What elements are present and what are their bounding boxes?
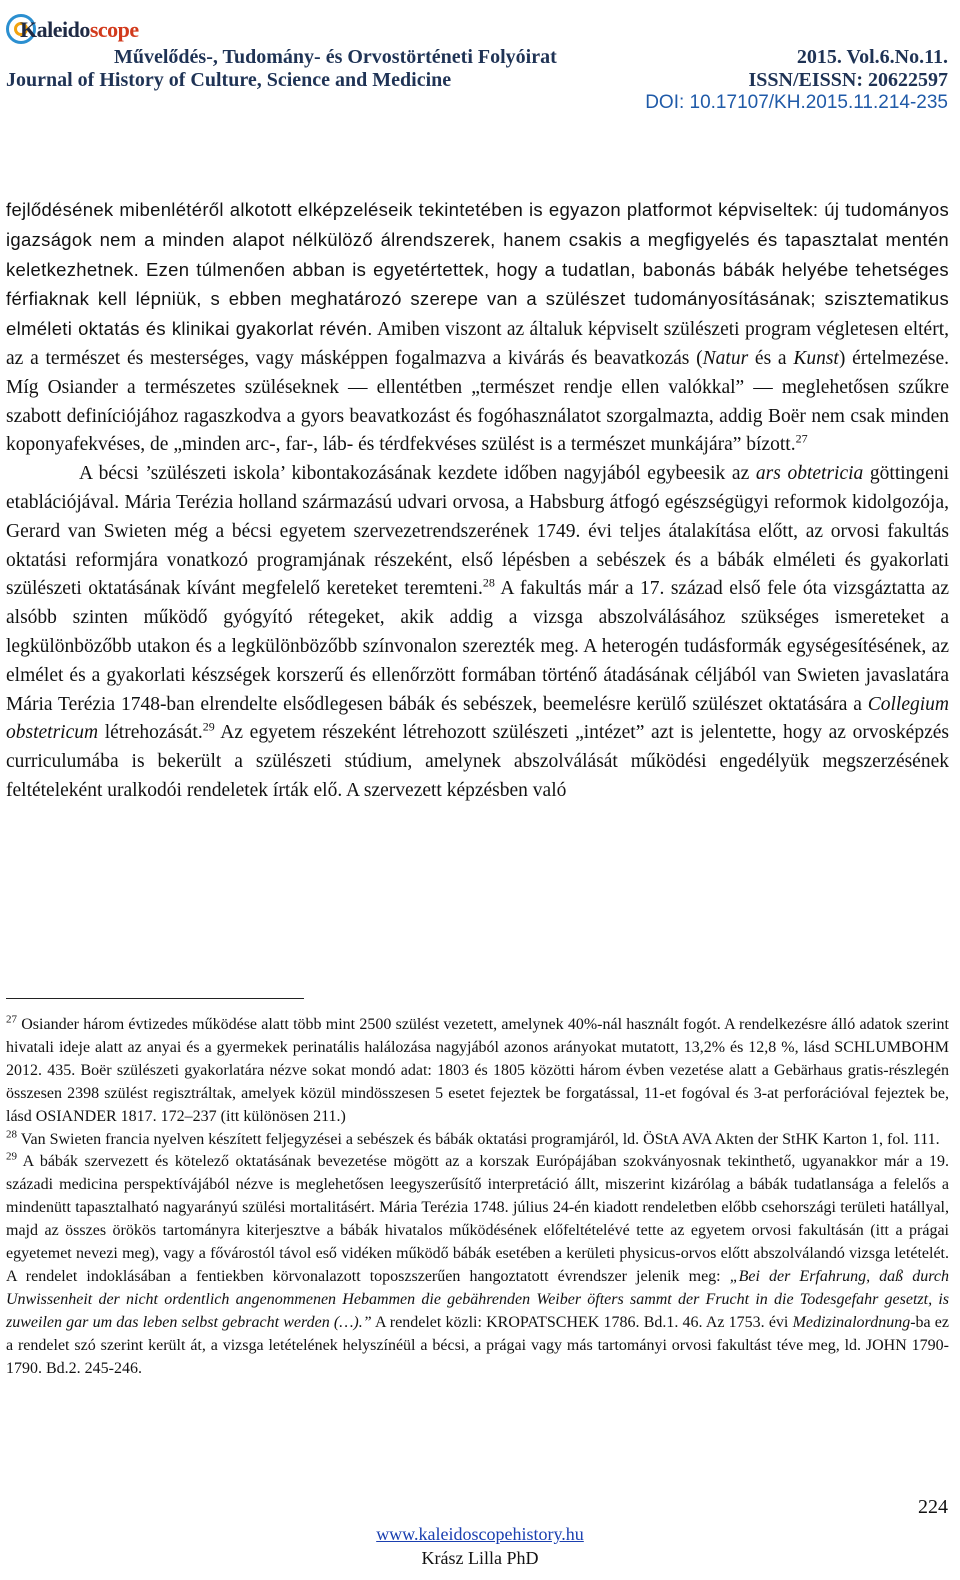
paragraph-2-text-e: Az egyetem részeként létrehozott szülészeti „intézet” azt is jelentette, hogy az orvosképzés curriculumába is bekerült a szülészeti stúdium, amelynek abszolválását működési engedélyük megszerzésének feltételeként uralkodói rendeletek írták elő. A szervezett képzésben való: [6, 722, 949, 801]
footnote-ref-28[interactable]: 28: [482, 575, 495, 590]
footnote-ref-29[interactable]: 29: [202, 719, 215, 734]
footnote-ref-27[interactable]: 27: [795, 431, 808, 446]
paragraph-2-text-c: A fakultás már a 17. század első fele óta vizsgáztatta az alsóbb szinten működő gyógyító rétegeket, akik addig a vizsga abszolválásához szükséges ismereteket a legkülönbözőbb utakon és a legkülönbözőbb színvonalon szerezték meg. A heterogén tudásformák egységesítésének, az elmélet és a gyakorlati készségek korszerű és ellenőrzött formában történő átadásának céljából van Swieten javaslatára Mária Terézia 1748-ban elrendelte elsődlegesen bábák és sebészek, beemelésre kerülő szülészet oktatására a: [6, 578, 949, 715]
paragraph-2: [6, 460, 949, 806]
paragraph-1: [6, 196, 949, 460]
footer-author: Krász Lilla PhD: [421, 1548, 539, 1568]
footnotes: [6, 1014, 949, 1381]
footnote-29-text-a: A bábák szervezett és kötelező oktatásának bevezetése mögött az a korszak Európájában szokványosnak tekinthető, ugyanakkor már a 19. századi medicina perspektívájából nézve is meglehetősen leegyszerűsítő interpretáció állt, miszerint kizárólag a bábák tudatlansága a felelős a mindenütt tapasztalható nagyarányú szülési mortalitásért. Mária Terézia 1748. július 24-én kiadott rendeletben előbb csehországi területi hatállyal, majd az összes örökös tartományra kiterjesztve a bábák hivatalos működésének előfeltételévé tette az egyetem orvosi fakultásán (itt a prágai egyetemet nevezi meg), vagy a fővárostól távol eső vidéken működő bábák esetében a kerületi physicus-orvos előtt abszolválandó vizsga letételét. A rendelet indoklásában a fentiekben körvonalazott toposzszerűen hangoztatott évrendszer jelenik meg:: [6, 1153, 949, 1285]
paragraph-2-text-a: A bécsi ’szülészeti iskola’ kibontakozásának kezdete időben nagyjából egybeesik az: [79, 463, 756, 485]
term-medizinalordnung: Medizinalordnung: [792, 1313, 911, 1331]
issue-info: 2015. Vol.6.No.11.: [796, 46, 948, 68]
journal-logo: [6, 10, 139, 48]
journal-title-english: Journal of History of Culture, Science and Medicine: [6, 69, 452, 91]
term-kunst: Kunst: [793, 347, 839, 369]
footnote-28-number: 28: [6, 1128, 17, 1141]
doi-link[interactable]: DOI: 10.17107/KH.2015.11.214-235: [645, 92, 948, 113]
footnote-27: [6, 1014, 949, 1129]
footnote-28-text: Van Swieten francia nyelven készített feljegyzései a sebészek és bábák oktatási programjáról, ld. ÖStA AVA Akten der StHK Karton 1, fol. 111.: [17, 1130, 940, 1148]
page-number: 224: [918, 1496, 948, 1518]
footnote-27-text: Osiander három évtizedes működése alatt több mint 2500 szülést vezetett, amelynek 40%-nál használt fogót. A rendelkezésre álló adatok szerint hivatali ideje alatt az anyai és a gyermekek perinatális halálozása nagyjából azonos arányokat mutatott, 13,2% és 12,8 %, lásd SCHLUMBOHM 2012. 435. Boër szülészeti gyakorlatára nézve sokat mondó adat: 1803 és 1805 közötti három évben vezetése alatt a Gebärhaus gratis-részlegén összesen 2398 szülést regisztráltak, amelyek közül mindösszesen 5 esetet fejeztek be forgatással, 11-et fogóval és 3-at perforációval fejeztek be, lásd OSIANDER 1817. 172‒237 (itt különösen 211.): [6, 1016, 949, 1125]
logo-text: [20, 17, 139, 43]
logo-text-a: Kaleido: [20, 17, 90, 42]
paragraph-1-text-b: és a: [748, 347, 794, 369]
footnote-28: [6, 1129, 949, 1152]
footnote-29-quote: „Bei der Erfahrung, daß durch Unwissenheit der nicht ordentlich angenommenen Hebammen die gebährenden Weiber öfters sammt der Frucht in die Todesgefahr gesetzt, is zuweilen gar um das leben selbst gebracht werden (…).”: [6, 1267, 950, 1331]
footnote-29-number: 29: [6, 1151, 17, 1164]
paragraph-1-text-c: ) értelmezése. Míg Osiander a természetes szüléseknek — ellentétben „természet rendje ellen valókkal” — meglehetősen szűkre szabott definíciójához ragaszkodva a gyors beavatkozást és fogóhasználatot szorgalmazta, addig Boër nem csak minden koponyafekvéses, de „minden arc-, far-, láb- és térdfekvéses szülést is a természet munkájára” bízott.: [6, 347, 949, 456]
paragraph-2-text-b: göttingeni etablációjával. Mária Terézia holland származású udvari orvosa, a Habsburg átfogó egészségügyi reformok kidolgozója, Gerard van Swieten még a bécsi egyetem szervezetrendszerének 1749. évi teljes átalakítása előtt, az orvosi fakultás oktatási reformjára vonatkozó programjának részeként, első lépésben a sebészek és a bábák elméleti és gyakorlati szülészeti oktatásának kívánt megfelelő kereteket teremteni.: [6, 463, 950, 600]
term-collegium-obstetricum: Collegium obstetricum: [6, 693, 949, 744]
footnote-divider: [6, 998, 304, 999]
term-ars-obtetricia: ars obtetricia: [755, 463, 864, 485]
footnote-29-text-b: A rendelet közli: KROPATSCHEK 1786. Bd.1. 46. Az 1753. évi: [371, 1313, 793, 1331]
issn-info: ISSN/EISSN: 20622597: [748, 69, 948, 91]
journal-title-hungarian: Művelődés-, Tudomány- és Orvostörténeti Folyóirat: [114, 46, 557, 68]
footnote-27-number: 27: [6, 1013, 17, 1026]
term-natur: Natur: [702, 347, 749, 369]
paragraph-1-sans-part: fejlődésének mibenlétéről alkotott elképzeléseik tekintetében is egyazon platformot képviseltek: új tudományos igazságok nem a minden alapot nélkülöző álrendszerek, hanem csakis a megfigyelés és tapasztalat mentén keletkezhetnek. Ezen túlmenően abban is egyetértettek, hogy a tudatlan, babonás bábák helyébe tehetséges férfiaknak kell lépniük, s ebben meghatározó szerepe van a szülészet tudományosításának; szisztematikus elméleti oktatás és klinikai gyakorlat révén.: [6, 199, 949, 340]
footnote-29-text-c: -ba ez a rendelet szó szerint került át, a vizsga letételének helyszínéül a bécsi, a prágai vagy más tartományi orvosi fakultást téve meg, ld. JOHN 1790-1790. Bd.2. 245-246.: [6, 1313, 949, 1377]
article-body: [6, 196, 949, 806]
paragraph-2-text-d: létrehozását.: [98, 722, 203, 744]
footnote-29: [6, 1151, 949, 1380]
logo-text-b: scope: [89, 17, 139, 42]
footer-website-link[interactable]: www.kaleidoscopehistory.hu: [376, 1524, 584, 1544]
paragraph-1-text-a: Amiben viszont az általuk képviselt szülészeti program végletesen eltért, az a természet és mesterséges, vagy másképpen fogalmazva a kivárás és beavatkozás (: [6, 319, 949, 369]
